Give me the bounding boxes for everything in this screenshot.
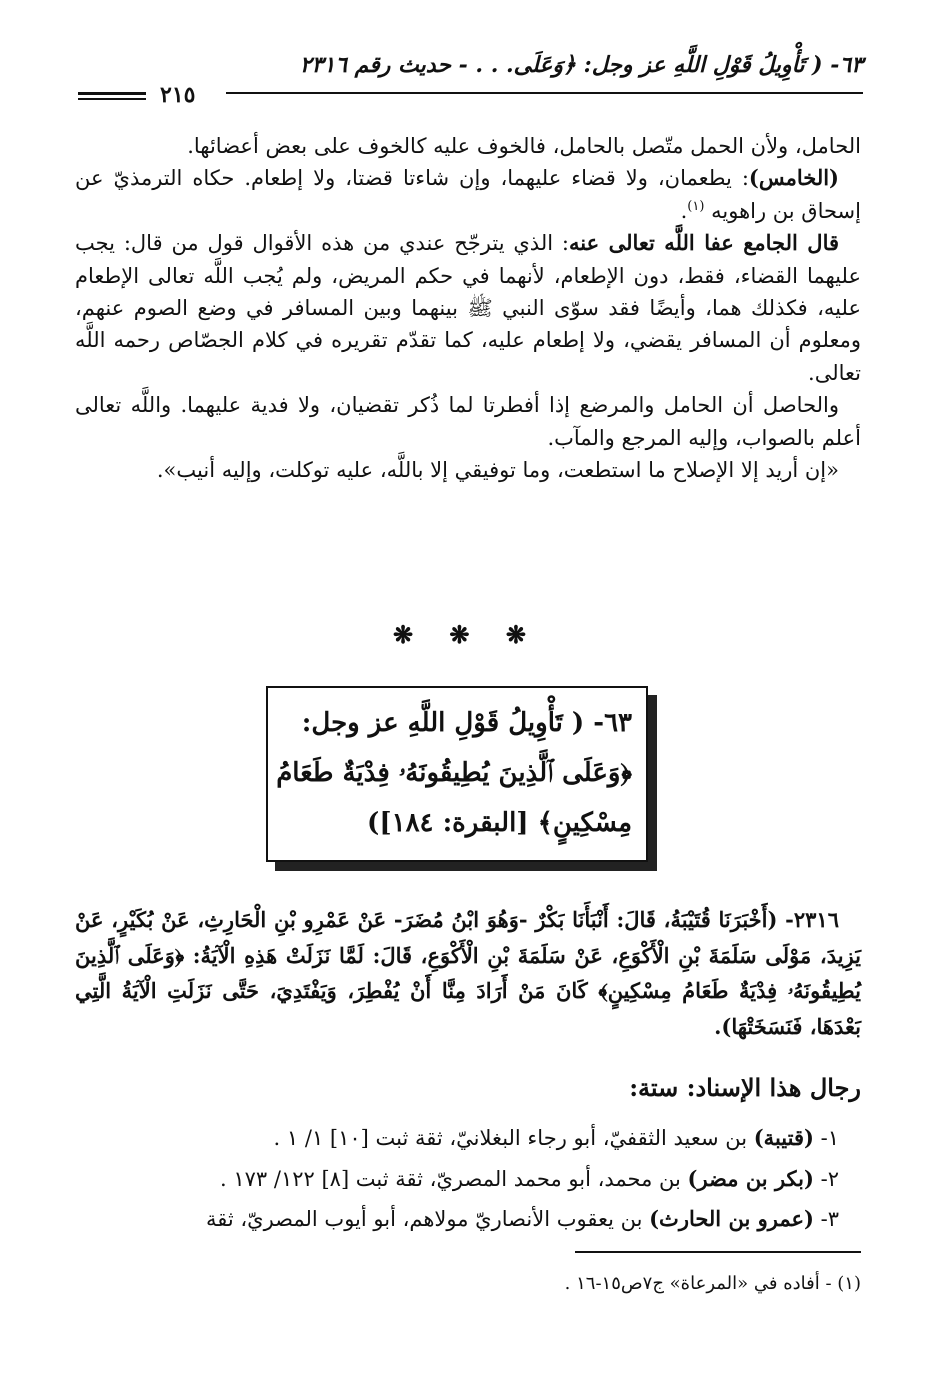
hadith-text — [75, 902, 861, 1044]
paragraph-3-text: : الذي يترجّح عندي من هذه الأقوال قول من قال: يجب عليهما القضاء، فقط، دون الإطعام، لأنهما في حكم المريض، ولم يُجب اللَّه تعالى الإطعام عليه، فكذلك هما، وأيضًا فقد سوّى النبي ﷺ بينهما وبين المسافر في وضع الصوم عنهم، ومعلوم أن المسافر يقضي، ولا إطعام عليه، كما تقدّم تقريره في كلام الجصّاص رحمه اللَّه تعالى. — [75, 231, 861, 385]
paragraph-3 — [75, 227, 861, 389]
narrator-details: بن محمد، أبو محمد المصريّ، ثقة ثبت [٨] ١٢٢/ ١٧٣ . — [219, 1166, 688, 1191]
paragraph-2-end: . — [680, 198, 688, 223]
chapter-line-2: ﴿وَعَلَى ٱلَّذِينَ يُطِيقُونَهُۥ فِدْيَةٌ طَعَامُ — [276, 758, 632, 788]
narrator-name: (عمرو بن الحارث) — [649, 1206, 814, 1231]
chapter-line-3: مِسْكِينٍ﴾ [البقرة: ١٨٤]) — [367, 808, 632, 838]
footnote: (١) - أفاده في «المرعاة» ج٧ص١٥-١٦ . — [564, 1273, 861, 1294]
narrator-details: بن يعقوب الأنصاريّ مولاهم، أبو أيوب المصريّ، ثقة — [205, 1207, 650, 1231]
paragraph-2 — [75, 162, 861, 227]
narrator-number: ١- — [813, 1126, 839, 1150]
section-separator: ❋ ❋ ❋ — [392, 620, 541, 649]
footnote-marker: (١) — [687, 198, 705, 214]
body-text — [75, 130, 861, 486]
header-rule-left-top — [78, 92, 146, 95]
narrator-item — [75, 1118, 861, 1159]
narrator-item — [75, 1159, 861, 1200]
hadith-paragraph: ٢٣١٦- (أَخْبَرَنَا قُتَيْبَةُ، قَالَ: أَنْبَأَنَا بَكْرٌ -وَهُوَ ابْنُ مُضَرَ- عَنْ عَمْرِو بْنِ الْحَارِثِ، عَنْ بُكَيْرٍ، عَنْ يَزِيدَ، مَوْلَى سَلَمَةَ بْنِ الْأَكْوَعِ، عَنْ سَلَمَةَ بْنِ الْأَكْوَعِ، قَالَ: لَمَّا نَزَلَتْ هَذِهِ الْآيَةُ: ﴿وَعَلَى ٱلَّذِينَ يُطِيقُونَهُۥ فِدْيَةٌ طَعَامُ مِسْكِينٍ﴾ كَانَ مَنْ أَرَادَ مِنَّا أَنْ يُفْطِرَ، وَيَفْتَدِيَ، حَتَّى نَزَلَتِ الْآيَةُ الَّتِي بَعْدَهَا، فَنَسَخَتْهَا). — [75, 907, 861, 1039]
running-header — [78, 52, 863, 108]
paragraph-3-label: قال الجامع عفا اللَّه تعالى عنه — [568, 230, 840, 256]
narrator-name: (قتيبة) — [753, 1125, 814, 1150]
rijal-heading: رجال هذا الإسناد: ستة: — [629, 1073, 861, 1102]
paragraph-4: والحاصل أن الحامل والمرضع إذا أفطرتا لما ذُكر تقضيان، ولا فدية عليهما. واللَّه تعالى أعلم بالصواب، وإليه المرجع والمآب. — [75, 393, 861, 450]
paragraph-2-text: : يطعمان، ولا قضاء عليهما، وإن شاءتا قضتا، ولا إطعام. حكاه الترمذيّ عن إسحاق بن راهويه — [75, 166, 861, 223]
footnote-divider — [575, 1251, 861, 1253]
narrator-list — [75, 1118, 861, 1240]
page-number: ٢١٥ — [160, 82, 196, 108]
header-title: ٦٣- ( تَأْوِيلُ قَوْلِ اللَّهِ عز وجل: ﴿وَعَلَى. . . - حديث رقم ٢٣١٦ — [299, 52, 863, 78]
narrator-number: ٣- — [813, 1207, 839, 1231]
paragraph-5: «إن أريد إلا الإصلاح ما استطعت، وما توفيقي إلا باللَّه، عليه توكلت، وإليه أنيب». — [156, 458, 839, 483]
narrator-name: (بكر بن مضر) — [687, 1165, 814, 1191]
paragraph-2-label: (الخامس) — [748, 165, 839, 191]
header-rule-left-bottom — [78, 98, 146, 100]
paragraph-1: الحامل، ولأن الحمل متّصل بالحامل، فالخوف عليه كالخوف على بعض أعضائها. — [187, 134, 861, 158]
narrator-number: ٢- — [813, 1166, 839, 1191]
header-rule-main — [226, 92, 863, 94]
chapter-heading-box — [266, 686, 648, 862]
narrator-details: بن سعيد الثقفيّ، أبو رجاء البغلانيّ، ثقة ثبت [١٠] ١/ ١ . — [273, 1126, 754, 1150]
chapter-line-1: ٦٣- ( تَأْوِيلُ قَوْلِ اللَّهِ عز وجل: — [301, 708, 632, 738]
narrator-item — [75, 1199, 861, 1240]
